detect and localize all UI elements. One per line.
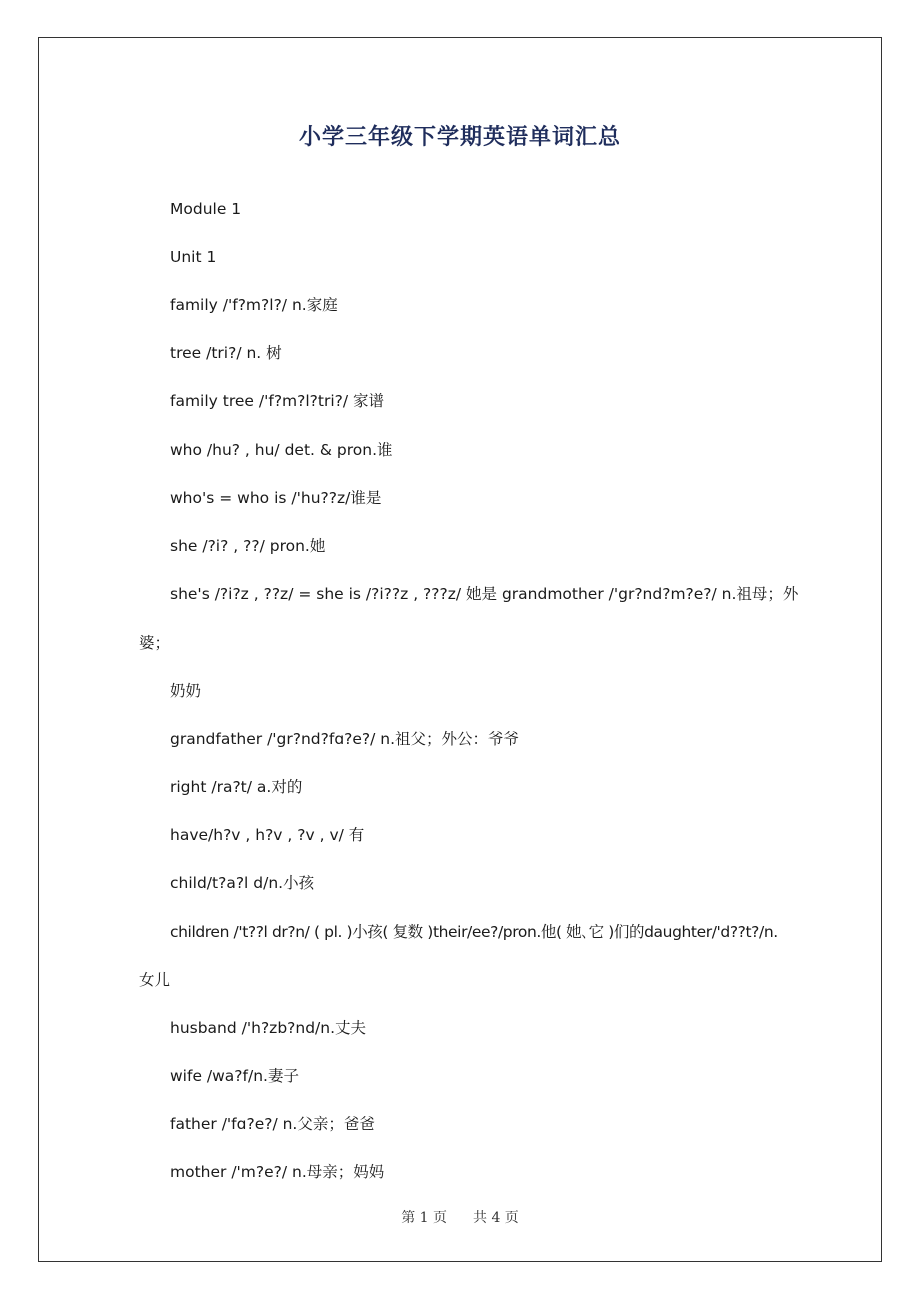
vocab-line: she's /?i?z , ??z/ = she is /?i??z , ???z/ 她是 grandmother /'gr?nd?m?e?/ n.祖母；外 [170, 585, 799, 603]
vocab-line: tree /tri?/ n. 树 [170, 344, 282, 362]
vocab-line: who's = who is /'hu??z/谁是 [170, 489, 382, 507]
vocab-line: family tree /'f?m?l?tri?/ 家谱 [170, 392, 385, 410]
vocab-line: family /'f?m?l?/ n.家庭 [170, 296, 338, 314]
vocab-line: 奶奶 [170, 682, 202, 700]
vocab-line: right /ra?t/ a.对的 [170, 778, 303, 796]
vocab-line: grandfather /'gr?nd?fɑ?e?/ n.祖父；外公：爷爷 [170, 730, 520, 748]
page-footer [0, 1207, 920, 1227]
page-number: 第 1 页 [401, 1210, 447, 1226]
vocab-line: husband /'h?zb?nd/n.丈夫 [170, 1019, 367, 1037]
module-heading: Module 1 [170, 200, 242, 218]
vocab-line: wife /wa?f/n.妻子 [170, 1067, 299, 1085]
vocab-line: have/h?v , h?v , ?v , v/ 有 [170, 826, 365, 844]
unit-heading: Unit 1 [170, 248, 217, 266]
vocab-line-continuation: 婆； [139, 634, 171, 652]
vocab-line: child/t?a?l d/n.小孩 [170, 874, 315, 892]
vocab-line: mother /'m?e?/ n.母亲；妈妈 [170, 1163, 385, 1181]
vocab-line-continuation: 女儿 [139, 971, 171, 989]
vocab-line: children /'t??l dr?n/ ( pl. )小孩( 复数 )their/ee?/pron.他( 她､它 )们的daughter/'d??t?/n. [170, 923, 778, 941]
vocab-line: who /hu? , hu/ det. & pron.谁 [170, 441, 393, 459]
page-total: 共 4 页 [473, 1210, 519, 1226]
vocab-line: father /'fɑ?e?/ n.父亲；爸爸 [170, 1115, 375, 1133]
page-title: 小学三年级下学期英语单词汇总 [298, 125, 621, 150]
vocab-line: she /?i? , ??/ pron.她 [170, 537, 326, 555]
